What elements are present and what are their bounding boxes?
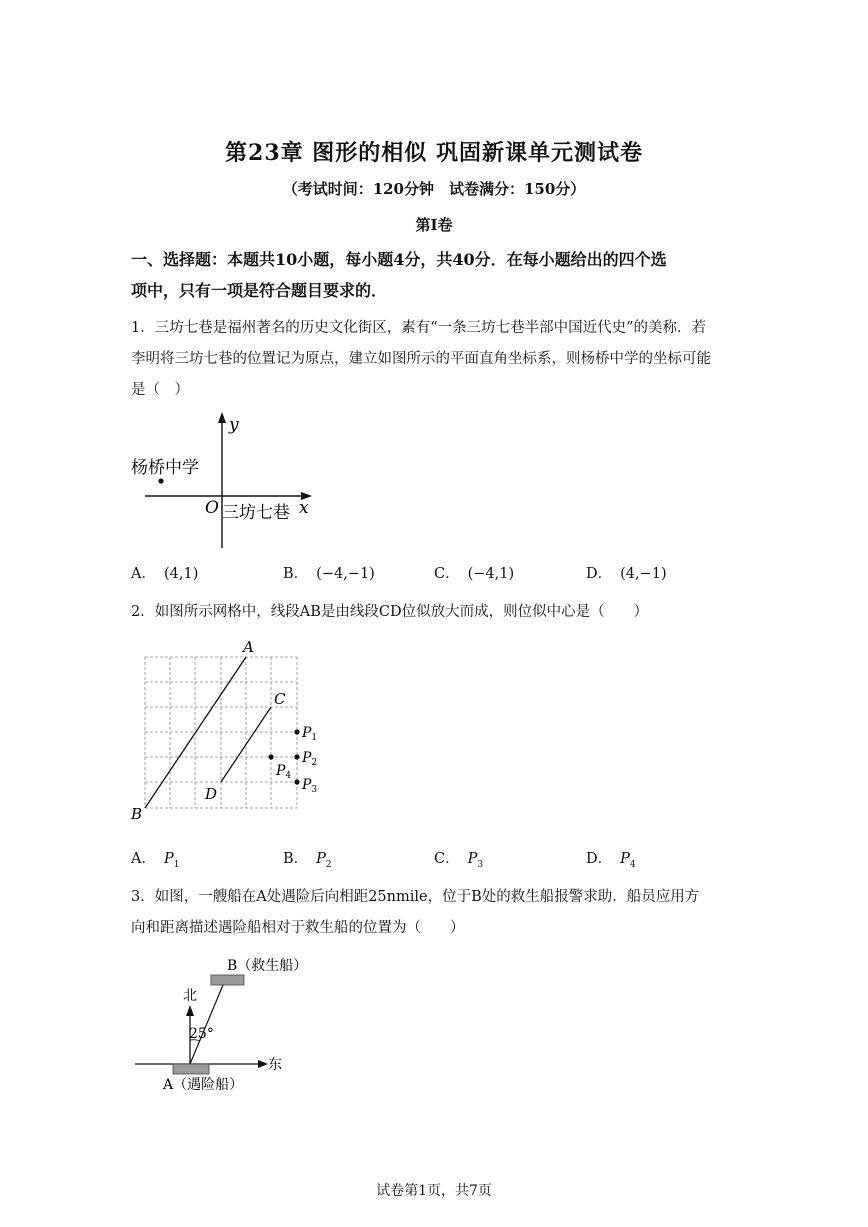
question-1-stem — [131, 313, 741, 406]
q1-line-2: 李明将三坊七巷的位置记为原点，建立如图所示的平面直角坐标系，则杨桥中学的坐标可能 — [131, 351, 711, 367]
origin-label: O — [205, 498, 219, 518]
q2-option-b-text: P — [316, 851, 326, 867]
label-p1: $P_1$ — [302, 725, 318, 743]
rescue-ship-label: B（救生船） — [227, 958, 308, 974]
angle-label: 25° — [189, 1026, 214, 1042]
q1-coordinate-figure — [125, 410, 325, 555]
question-2-stem — [131, 597, 741, 628]
label-c: C — [274, 690, 286, 708]
question-3-stem — [131, 882, 741, 944]
q1-option-d: D． (4,−1) — [586, 566, 667, 582]
rescue-ship — [211, 975, 244, 985]
point-p1 — [294, 729, 299, 734]
page-title: 第23章 图形的相似 巩固新课单元测试卷 — [225, 140, 643, 166]
point-p4 — [268, 754, 273, 759]
q1-option-b: B． (−4,−1) — [283, 566, 375, 582]
label-p4: $P_4$ — [276, 763, 292, 781]
grid-lines — [145, 657, 297, 808]
q1-option-d-text: (4,−1) — [620, 566, 667, 582]
label-a: A — [243, 638, 254, 656]
point-p2 — [294, 754, 299, 759]
section-heading — [131, 244, 741, 306]
q2-option-d: D． $P_4$ — [586, 851, 636, 870]
q1-option-b-text: (−4,−1) — [316, 566, 375, 582]
label-p2: $P_2$ — [302, 750, 318, 768]
y-axis-arrow — [218, 412, 226, 423]
q2-option-a-text: P — [163, 851, 174, 867]
q1-option-a: A． (4,1) — [131, 566, 199, 582]
q3-line-1: 3．如图，一艘船在A处遇险后向相距25nmile，位于B处的救生船报警求助．船员应用方 — [131, 889, 700, 905]
q1-option-c: C． (−4,1) — [434, 566, 515, 582]
q2-option-a: A． $P_1$ — [131, 851, 180, 870]
point-p3 — [294, 779, 299, 784]
school-point — [158, 478, 163, 483]
q2-grid-figure — [125, 637, 325, 827]
q1-line-3: 是（ ） — [131, 382, 189, 398]
section-line-1: 一、选择题：本题共10小题，每小题4分，共40分．在每小题给出的四个选 — [131, 250, 667, 269]
page-footer: 试卷第1页，共7页 — [376, 1183, 492, 1199]
q2-line-1: 2．如图所示网格中，线段AB是由线段CD位似放大而成，则位似中心是（ ） — [131, 604, 649, 620]
q1-option-c-text: (−4,1) — [467, 566, 515, 582]
q1-option-a-text: (4,1) — [163, 566, 199, 582]
label-d: D — [205, 785, 218, 803]
east-arrow — [258, 1060, 268, 1068]
q2-option-d-text: P — [620, 851, 630, 867]
segment-ab — [145, 657, 246, 808]
origin-place-label: 三坊七巷 — [222, 503, 290, 523]
q2-option-b: B． $P_2$ — [283, 851, 332, 870]
q3-bearing-figure — [125, 950, 325, 1100]
q2-option-c-text: P — [467, 851, 478, 867]
q2-option-c: C． $P_3$ — [434, 851, 484, 870]
label-b: B — [131, 805, 143, 823]
point-label: 杨桥中学 — [131, 458, 199, 478]
volume-heading: 第I卷 — [415, 216, 453, 234]
north-label: 北 — [183, 988, 197, 1004]
y-axis-label: y — [229, 415, 239, 435]
q1-line-1: 1．三坊七巷是福州著名的历史文化街区，素有“一条三坊七巷半部中国近代史”的美称．若 — [131, 320, 707, 336]
x-axis-label: x — [299, 498, 309, 518]
label-p3: $P_3$ — [302, 777, 318, 795]
distress-ship-label: A（遇险船） — [163, 1077, 244, 1093]
exam-info: （考试时间：120分钟 试卷满分：150分） — [282, 180, 586, 198]
section-line-2: 项中，只有一项是符合题目要求的． — [131, 281, 388, 300]
distress-ship — [173, 1064, 209, 1074]
q3-line-2: 向和距离描述遇险船相对于救生船的位置为（ ） — [131, 920, 465, 936]
north-arrow — [186, 1005, 194, 1016]
east-label: 东 — [268, 1057, 282, 1073]
